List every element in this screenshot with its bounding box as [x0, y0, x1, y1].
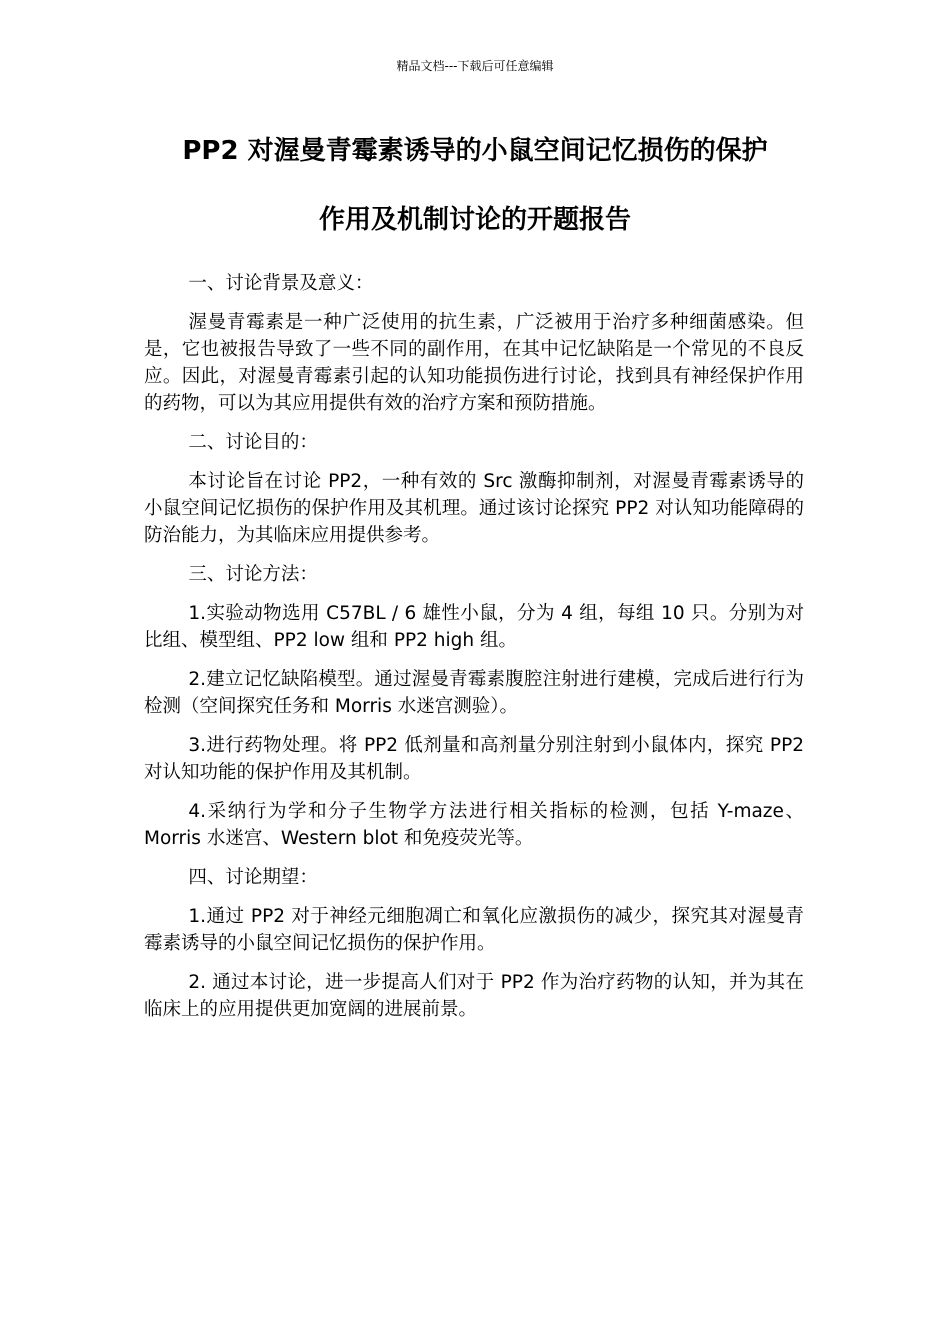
- paragraph-background: 渥曼青霉素是一种广泛使用的抗生素，广泛被用于治疗多种细菌感染。但是，它也被报告导致了一些不同的副作用，在其中记忆缺陷是一个常见的不良反应。因此，对渥曼青霉素引起的认知功能损伤进行讨论，找到具有神经保护作用的药物，可以为其应用提供有效的治疗方案和预防措施。: [144, 312, 804, 414]
- method-item-3: 3.进行药物处理。将 PP2 低剂量和高剂量分别注射到小鼠体内，探究 PP2 对认知功能的保护作用及其机制。: [144, 735, 804, 783]
- section-heading-background: 一、讨论背景及意义：: [188, 273, 374, 294]
- expectation-item-1: 1.通过 PP2 对于神经元细胞凋亡和氧化应激损伤的减少，探究其对渥曼青霉素诱导的小鼠空间记忆损伤的保护作用。: [144, 906, 804, 954]
- section-heading-expectations: 四、讨论期望：: [188, 867, 318, 888]
- document-title: [120, 132, 830, 270]
- section-heading-methods: 三、讨论方法：: [188, 564, 318, 585]
- document-body: [144, 270, 804, 1035]
- paragraph-purpose: 本讨论旨在讨论 PP2，一种有效的 Src 激酶抑制剂，对渥曼青霉素诱导的小鼠空间记忆损伤的保护作用及其机理。通过该讨论探究 PP2 对认知功能障碍的防治能力，为其临床应用提供参考。: [144, 471, 804, 546]
- header-note: 精品文档---下载后可任意编辑: [396, 59, 554, 73]
- expectation-item-2: 2. 通过本讨论，进一步提高人们对于 PP2 作为治疗药物的认知，并为其在临床上的应用提供更加宽阔的进展前景。: [144, 972, 804, 1020]
- method-item-2: 2.建立记忆缺陷模型。通过渥曼青霉素腹腔注射进行建模，完成后进行行为检测（空间探究任务和 Morris 水迷宫测验）。: [144, 669, 804, 717]
- method-item-4: 4.采纳行为学和分子生物学方法进行相关指标的检测，包括 Y-maze、Morris 水迷宫、Western blot 和免疫荧光等。: [144, 801, 804, 849]
- title-line-1: PP2 对渥曼青霉素诱导的小鼠空间记忆损伤的保护: [182, 136, 768, 166]
- title-line-2: 作用及机制讨论的开题报告: [318, 205, 631, 235]
- method-item-1: 1.实验动物选用 C57BL / 6 雄性小鼠，分为 4 组，每组 10 只。分别为对比组、模型组、PP2 low 组和 PP2 high 组。: [144, 603, 804, 651]
- section-heading-purpose: 二、讨论目的：: [188, 432, 318, 453]
